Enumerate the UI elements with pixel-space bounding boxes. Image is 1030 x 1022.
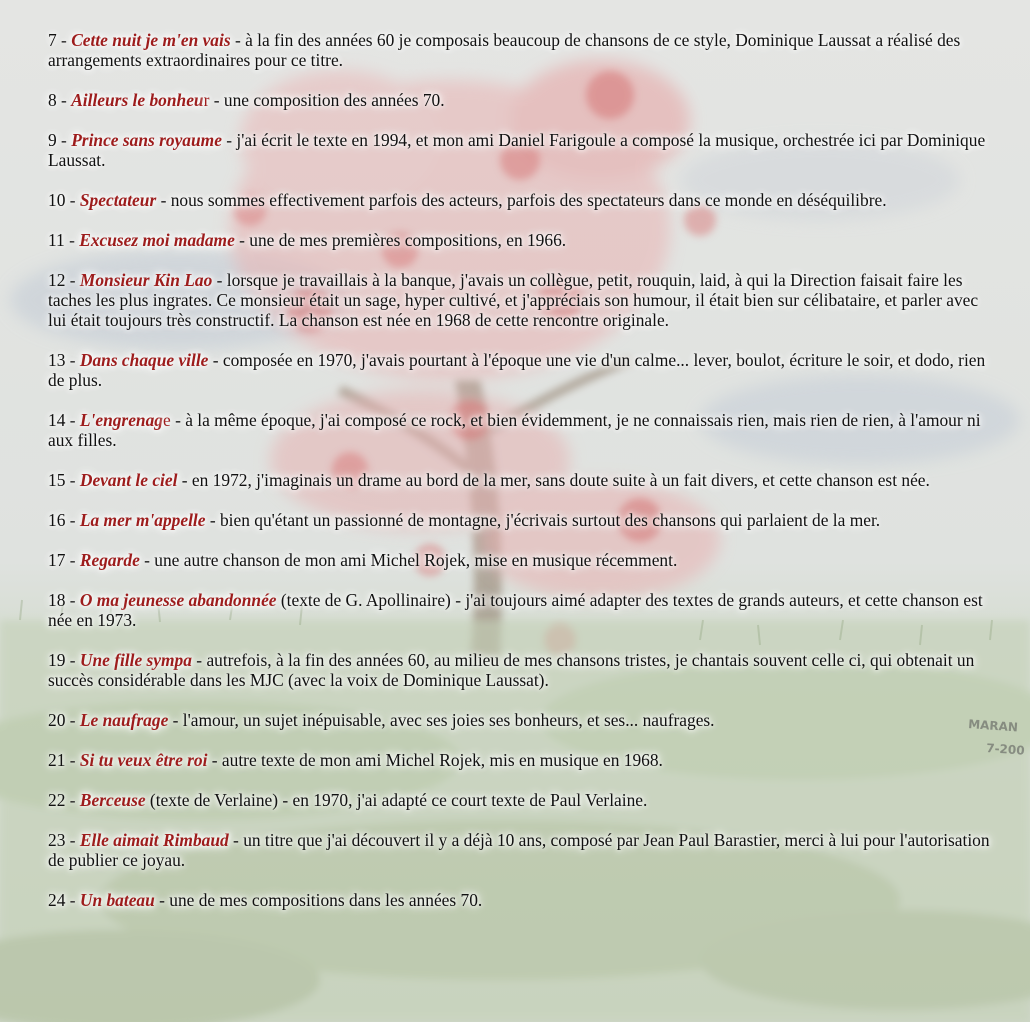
track-number: 22 - <box>48 790 80 810</box>
track-entry-13 <box>48 350 998 390</box>
track-number: 18 - <box>48 590 80 610</box>
track-title: Berceuse <box>79 790 146 810</box>
track-title: Monsieur Kin Lao <box>79 270 213 290</box>
track-description: - une de mes compositions dans les années 70. <box>154 890 483 910</box>
track-entry-14 <box>48 410 998 450</box>
track-number: 21 - <box>48 750 80 770</box>
track-title: Elle aimait Rimbaud <box>79 830 229 850</box>
track-title: Ailleurs le bonheu <box>71 90 204 110</box>
track-entry-17 <box>48 550 998 570</box>
track-number: 13 - <box>48 350 80 370</box>
track-title: Devant le ciel <box>79 470 178 490</box>
track-description: - à la même époque, j'ai composé ce rock, et bien évidemment, je ne connaissais rien, mais rien de rien, à l'amour ni aux filles. <box>48 410 981 450</box>
track-number: 12 - <box>48 270 80 290</box>
track-number: 9 - <box>48 130 72 150</box>
track-description: - une autre chanson de mon ami Michel Rojek, mise en musique récemment. <box>139 550 678 570</box>
track-entry-16 <box>48 510 998 530</box>
track-title: Une fille sympa <box>79 650 192 670</box>
track-description: - nous sommes effectivement parfois des acteurs, parfois des spectateurs dans ce monde en déséquilibre. <box>156 190 887 210</box>
track-title-tail: r <box>203 90 210 110</box>
track-description: - bien qu'étant un passionné de montagne, j'écrivais surtout des chansons qui parlaient de la mer. <box>205 510 881 530</box>
track-entry-18 <box>48 590 998 630</box>
track-entry-11 <box>48 230 998 250</box>
track-title: Si tu veux être roi <box>79 750 208 770</box>
track-entry-10 <box>48 190 998 210</box>
track-title: Dans chaque ville <box>79 350 209 370</box>
track-number: 14 - <box>48 410 80 430</box>
track-notes-list <box>48 30 998 930</box>
track-description: (texte de G. Apollinaire) - j'ai toujours aimé adapter des textes de grands auteurs, et cette chanson est née en 1973. <box>48 590 983 630</box>
track-title: La mer m'appelle <box>79 510 206 530</box>
track-number: 8 - <box>48 90 72 110</box>
track-description: - composée en 1970, j'avais pourtant à l'époque une vie d'un calme... lever, boulot, écriture le soir, et dodo, rien de plus. <box>48 350 986 390</box>
track-description: - à la fin des années 60 je composais beaucoup de chansons de ce style, Dominique Laussat a réalisé des arrangements extraordinaires pour ce titre. <box>48 30 961 70</box>
track-description: - un titre que j'ai découvert il y a déjà 10 ans, composé par Jean Paul Barastier, merci à lui pour l'autorisation de publier ce joyau. <box>48 830 990 870</box>
track-title: Prince sans royaume <box>71 130 222 150</box>
track-title: Cette nuit je m'en vais <box>71 30 231 50</box>
track-number: 17 - <box>48 550 80 570</box>
track-number: 16 - <box>48 510 80 530</box>
track-description: - en 1972, j'imaginais un drame au bord de la mer, sans doute suite à un fait divers, et cette chanson est née. <box>177 470 930 490</box>
track-number: 20 - <box>48 710 80 730</box>
track-entry-9 <box>48 130 998 170</box>
track-title: Excusez moi madame <box>79 230 235 250</box>
track-entry-19 <box>48 650 998 690</box>
track-entry-20 <box>48 710 998 730</box>
track-number: 7 - <box>48 30 72 50</box>
track-title: L'engrenag <box>79 410 163 430</box>
track-entry-23 <box>48 830 998 870</box>
track-entry-15 <box>48 470 998 490</box>
track-number: 10 - <box>48 190 80 210</box>
track-title: O ma jeunesse abandonnée <box>79 590 277 610</box>
track-description: - autrefois, à la fin des années 60, au milieu de mes chansons tristes, je chantais souvent celle ci, qui obtenait un succès considérable dans les MJC (avec la voix de Dominique Laussat). <box>48 650 975 690</box>
track-description: - une de mes premières compositions, en 1966. <box>234 230 567 250</box>
svg-text:MARAN: MARAN <box>967 717 1019 735</box>
track-description: - autre texte de mon ami Michel Rojek, mis en musique en 1968. <box>207 750 663 770</box>
svg-text:7-200: 7-200 <box>985 741 1026 758</box>
track-number: 23 - <box>48 830 80 850</box>
track-description: - lorsque je travaillais à la banque, j'avais un collègue, petit, rouquin, laid, à qui la Direction faisait faire les taches les plus ingrates. Ce monsieur était un sage, hyper cultivé, et j'appréciais son humour, il était bien sur célibataire, et parler avec lui était toujours très constructif. La chanson est née en 1968 de cette rencontre originale. <box>48 270 979 330</box>
track-description: - l'amour, un sujet inépuisable, avec ses joies ses bonheurs, et ses... naufrages. <box>168 710 715 730</box>
track-title: Le naufrage <box>79 710 169 730</box>
track-entry-22 <box>48 790 998 810</box>
track-number: 11 - <box>48 230 80 250</box>
track-title: Regarde <box>79 550 140 570</box>
track-description: - j'ai écrit le texte en 1994, et mon ami Daniel Farigoule a composé la musique, orchestrée ici par Dominique Laussat. <box>48 130 986 170</box>
track-entry-12 <box>48 270 998 330</box>
track-entry-7 <box>48 30 998 70</box>
track-title: Un bateau <box>79 890 155 910</box>
track-entry-8 <box>48 90 998 110</box>
track-description: (texte de Verlaine) - en 1970, j'ai adapté ce court texte de Paul Verlaine. <box>145 790 648 810</box>
track-number: 19 - <box>48 650 80 670</box>
track-title: Spectateur <box>79 190 157 210</box>
track-title-tail: e <box>162 410 171 430</box>
track-entry-24 <box>48 890 998 910</box>
track-number: 24 - <box>48 890 80 910</box>
track-description: - une composition des années 70. <box>209 90 445 110</box>
track-entry-21 <box>48 750 998 770</box>
track-number: 15 - <box>48 470 80 490</box>
